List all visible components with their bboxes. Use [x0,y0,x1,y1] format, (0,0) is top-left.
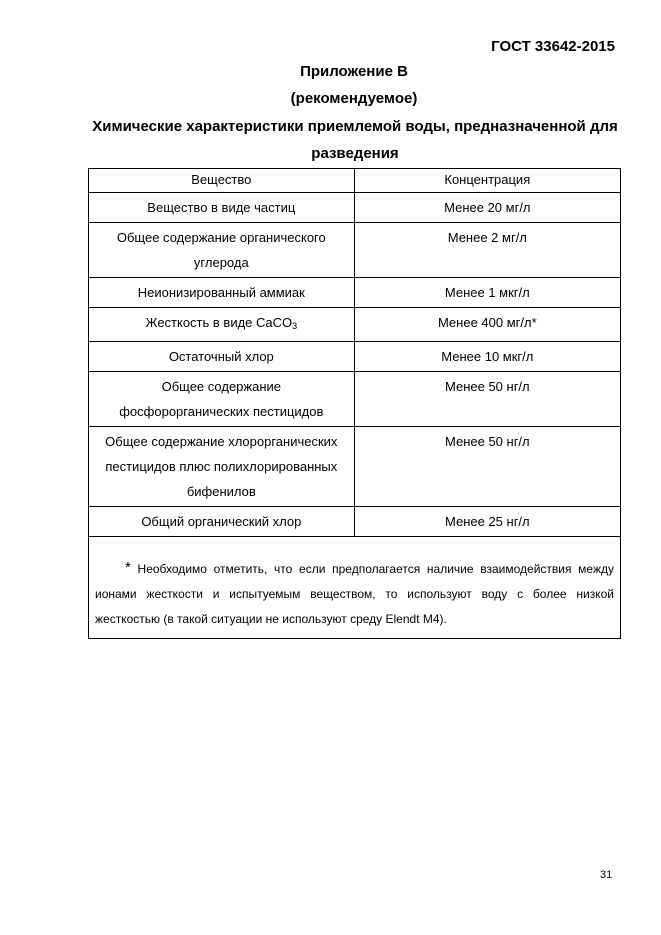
concentration-cell: Менее 50 нг/л [354,427,620,507]
concentration-cell: Менее 50 нг/л [354,372,620,427]
footnote-text: Необходимо отметить, что если предполагается наличие взаимодействия между ионами жесткости и испытуемым веществом, то используют воду с более низкой жесткостью (в такой ситуации не используют среду Elendt M4). [95,562,614,626]
formula-subscript: 3 [292,321,298,331]
substance-cell: Вещество в виде частиц [89,193,355,223]
substance-cell: Неионизированный аммиак [89,278,355,308]
footnote-row [89,537,621,639]
document-code: ГОСТ 33642-2015 [491,38,615,55]
appendix-status: (рекомендуемое) [290,90,418,107]
concentration-cell: Менее 10 мкг/л [354,342,620,372]
water-characteristics-table [88,168,621,639]
table-title: Химические характеристики приемлемой воды, предназначенной для разведения [92,118,618,162]
table-row [89,278,621,308]
page-number: 31 [600,869,613,881]
column-header-concentration: Концентрация [354,169,620,193]
table-row [89,427,621,507]
concentration-cell: Менее 2 мг/л [354,223,620,278]
table-row [89,223,621,278]
table-row [89,308,621,342]
column-header-substance: Вещество [89,169,355,193]
table-header-row [89,169,621,193]
table-row [89,342,621,372]
substance-cell: Общее содержание органического углерода [89,223,355,278]
footnote-cell [89,537,621,639]
concentration-cell: Менее 400 мг/л* [354,308,620,342]
table-row [89,372,621,427]
substance-formula-text: Жесткость в виде CaCO [145,315,293,330]
footnote-mark: * [125,559,131,576]
substance-cell: Общий органический хлор [89,507,355,537]
table-row [89,193,621,223]
substance-cell [89,308,355,342]
substance-cell: Общее содержание хлорорганических пестицидов плюс полихлорированных бифенилов [89,427,355,507]
substance-cell: Остаточный хлор [89,342,355,372]
substance-cell: Общее содержание фосфорорганических пестицидов [89,372,355,427]
footnote-text-block [95,555,614,632]
concentration-cell: Менее 20 мг/л [354,193,620,223]
appendix-title: Приложение В [300,63,408,80]
concentration-cell: Менее 25 нг/л [354,507,620,537]
table-row [89,507,621,537]
concentration-cell: Менее 1 мкг/л [354,278,620,308]
